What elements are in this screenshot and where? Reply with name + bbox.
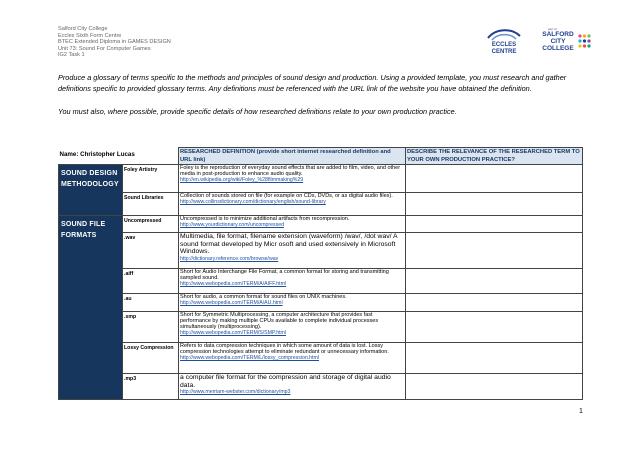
relevance-cell[interactable] <box>406 269 583 294</box>
instructions-paragraph: Produce a glossary of terms specific to the methods and principles of sound design and production. Using a provided template, you must research and gather definitions specific to provided glossary terms. Any definitions must be referenced with the URL link of the website you have obtained the definition. <box>58 73 567 93</box>
definition-link[interactable]: http://www.webopedia.com/TERM/A/AIFF.html <box>180 281 287 288</box>
table-row <box>59 374 583 400</box>
student-name: Name: Christopher Lucas <box>59 150 135 158</box>
definition-cell <box>179 165 406 193</box>
definition-text: Collection of sounds stored on file (for example on CDs, DVDs, or as digital audio files). <box>180 193 393 199</box>
column-header-relevance: DESCRIBE THE RELEVANCE OF THE RESEARCHED TERM TO YOUR OWN PRODUCTION PRACTICE? <box>406 148 583 165</box>
definition-cell <box>179 374 406 400</box>
definition-cell <box>179 294 406 312</box>
header-line: Eccles Sixth Form Centre <box>58 32 122 39</box>
relevance-cell[interactable] <box>406 193 583 216</box>
definition-text: Refers to data compression techniques in which some amount of data is lost. Lossy compression technologies attempt to eliminate redundant or unnecessary information. <box>180 343 389 356</box>
glossary-term: .aiff <box>123 269 179 294</box>
relevance-cell[interactable] <box>406 343 583 374</box>
salford-college-logo <box>528 24 592 58</box>
relevance-cell[interactable] <box>406 165 583 193</box>
definition-text: Short for audio, a common format for sound files on UNIX machines. <box>180 294 347 300</box>
relevance-cell[interactable] <box>406 233 583 269</box>
header-line: Salford City College <box>58 26 108 32</box>
glossary-term: .mp3 <box>123 374 179 400</box>
definition-cell <box>179 193 406 216</box>
category-sound-design-methodology: SOUND DESIGN METHODOLOGY <box>59 165 123 216</box>
definition-link[interactable]: http://www.collinsdictionary.com/dictionary/english/sound-library <box>180 199 326 206</box>
eccles-logo-text: ECCLES <box>491 42 517 48</box>
definition-link[interactable]: http://www.merriam-webster.com/dictionary/mp3 <box>180 389 291 396</box>
definition-text: Short for Audio Interchange File Format, a common format for storing and transmitting sampled sound. <box>180 269 389 282</box>
relevance-cell[interactable] <box>406 216 583 233</box>
table-row <box>59 312 583 343</box>
relevance-cell[interactable] <box>406 312 583 343</box>
header-line: IG2 Task 1 <box>58 52 85 59</box>
header-line: BTEC Extended Diploma in GAMES DESIGN <box>58 39 171 46</box>
glossary-table <box>58 147 583 400</box>
table-row <box>59 216 583 233</box>
definition-text: Multimedia, file format, filename extension (waveform) /wav/, /dot wav/ A sound format developed by Micr osoft and used extensively in Microsoft Windows. <box>180 233 398 256</box>
table-row <box>59 193 583 216</box>
glossary-term: .au <box>123 294 179 312</box>
document-header <box>58 26 171 59</box>
table-row <box>59 165 583 193</box>
task-instructions <box>58 72 588 117</box>
column-header-definition: RESEARCHED DEFINITION (provide short internet researched definition and URL link) <box>179 148 406 165</box>
eccles-logo <box>482 24 526 58</box>
glossary-term: .smp <box>123 312 179 343</box>
definition-text: Short for Symmetric Multiprocessing, a computer architecture that provides fast performance by making multiple CPUs available to complete individual processes simultaneously (multiprocessing). <box>180 312 379 331</box>
table-row <box>59 269 583 294</box>
glossary-term: .wav <box>123 233 179 269</box>
salford-part-of: part of <box>548 27 557 31</box>
salford-line2: CITY <box>550 38 566 45</box>
instructions-paragraph: You must also, where possible, provide specific details of how researched definitions relate to your own production practice. <box>58 107 457 116</box>
table-header-row <box>59 148 583 165</box>
definition-text: a computer file format for the compression and storage of digital audio data. <box>180 374 391 389</box>
definition-link[interactable]: http://dictionary.reference.com/browse/wav <box>180 255 279 262</box>
category-sound-file-formats: SOUND FILE FORMATS <box>59 216 123 400</box>
table-row <box>59 294 583 312</box>
definition-cell <box>179 269 406 294</box>
salford-line3: COLLEGE <box>542 45 574 52</box>
definition-link[interactable]: http://en.wikipedia.org/wiki/Foley_%28filmmaking%29 <box>180 177 304 184</box>
definition-link[interactable]: http://www.yourdictionary.com/uncompressed <box>180 222 284 229</box>
glossary-term: Foley Artistry <box>123 165 179 193</box>
definition-link[interactable]: http://www.webopedia.com/TERM/A/AU.html <box>180 300 283 307</box>
header-line: Unit 73: Sound For Computer Games <box>58 45 151 52</box>
glossary-term: Uncompressed <box>123 216 179 233</box>
definition-link[interactable]: http://www.webopedia.com/TERM/L/lossy_compression.html <box>180 355 319 362</box>
definition-text: Foley is the reproduction of everyday sound effects that are added to film, video, and other media in post-production to enhance audio quality. <box>180 165 401 178</box>
salford-line1: SALFORD <box>542 31 574 38</box>
definition-cell <box>179 312 406 343</box>
definition-link[interactable]: http://www.webopedia.com/TERM/S/SMP.html <box>180 330 286 337</box>
table-row <box>59 233 583 269</box>
definition-cell <box>179 343 406 374</box>
glossary-term: Sound Libraries <box>123 193 179 216</box>
glossary-term: Lossy Compression <box>123 343 179 374</box>
definition-cell <box>179 233 406 269</box>
table-row <box>59 343 583 374</box>
relevance-cell[interactable] <box>406 374 583 400</box>
definition-text: Uncompressed is to minimize additional artifacts from recompression. <box>180 216 350 222</box>
eccles-logo-subtext: CENTRE <box>491 49 517 55</box>
page-number: 1 <box>579 408 583 415</box>
relevance-cell[interactable] <box>406 294 583 312</box>
definition-cell <box>179 216 406 233</box>
